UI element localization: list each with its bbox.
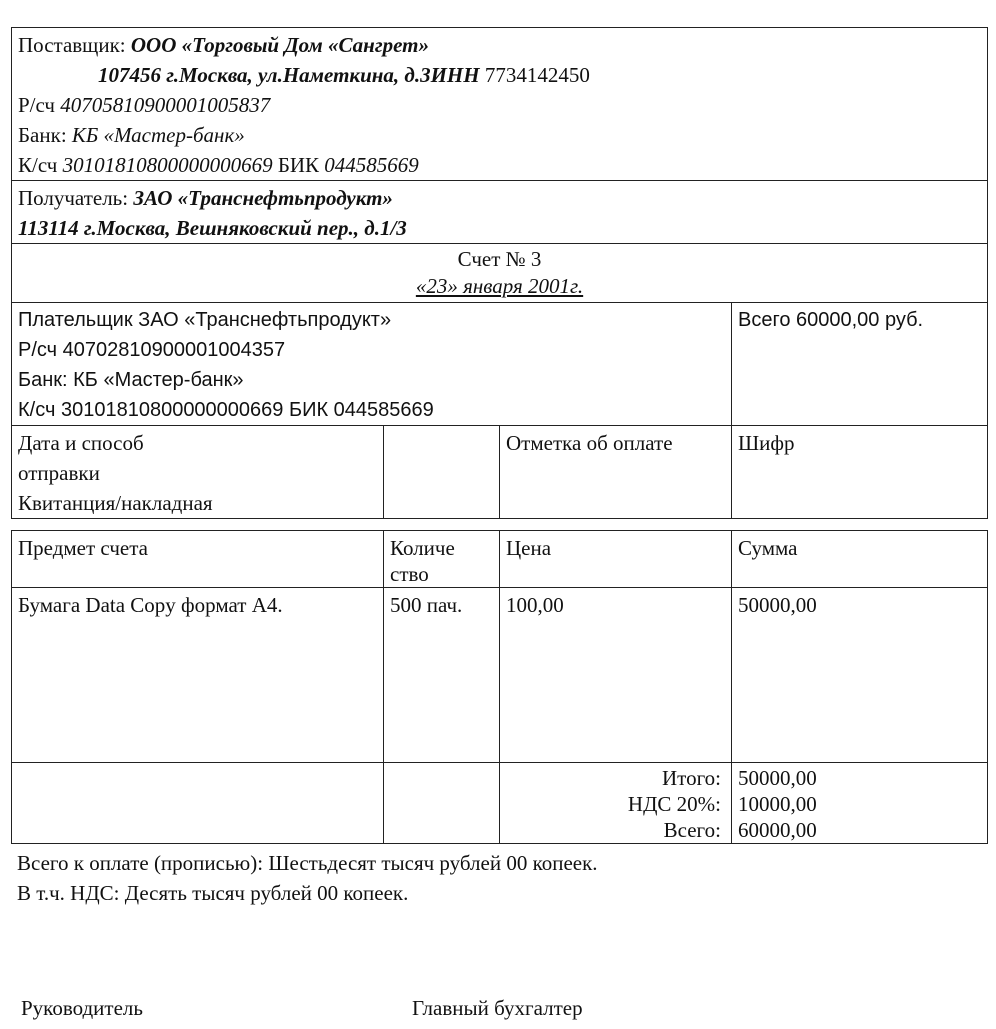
vat-value: 10000,00 [738,792,817,816]
item-price: 100,00 [506,593,564,617]
shipping-empty-cell [384,426,500,519]
supplier-bank: КБ «Мастер-банк» [71,123,245,147]
totals-empty-cell-1 [12,763,384,844]
header-price: Цена [506,536,552,560]
supplier-bik: 044585669 [324,153,419,177]
header-sum-cell [732,531,988,588]
recipient-row [12,181,988,244]
invoice-title: Счет № 3 [457,247,542,271]
invoice-title-cell [12,244,988,303]
subtotal-label: Итого: [662,766,721,790]
totals-labels-cell [500,763,732,844]
supplier-inn-label: ИНН [430,63,480,87]
supplier-inn: 7734142450 [484,63,590,87]
shipping-row [12,426,988,519]
supplier-bik-label: БИК [277,153,320,177]
supplier-name: ООО «Торговый Дом «Сангрет» [130,33,429,57]
shipping-cell [12,426,384,519]
accountant-signature-label: Главный бухгалтер [412,996,583,1020]
payer-line-2: Р/сч 40702810900001004357 [18,339,286,361]
item-subject: Бумага Data Copy формат А4. [18,593,283,617]
supplier-address: 107456 г.Москва, ул.Наметкина, д.3 [98,63,431,87]
item-subject-cell [12,588,384,763]
recipient-name: ЗАО «Транснефтьпродукт» [133,186,393,210]
recipient-label: Получатель: [18,186,129,210]
total-value: 60000,00 [738,818,817,842]
supplier-cell [12,28,988,181]
amount-in-words: Всего к оплате (прописью): Шестьдесят тысяч рублей 00 копеек. [17,851,598,875]
totals-empty-cell-2 [384,763,500,844]
header-subject-cell [12,531,384,588]
payer-line-4: К/сч 30101810800000000669 БИК 044585669 [18,399,434,421]
item-qty-cell [384,588,500,763]
invoice-title-row [12,244,988,303]
supplier-row [12,28,988,181]
recipient-cell [12,181,988,244]
item-qty: 500 пач. [390,593,463,617]
vat-in-words: В т.ч. НДС: Десять тысяч рублей 00 копеек. [17,881,409,905]
table-row [12,588,988,763]
header-sum: Сумма [738,536,798,560]
payer-line-1: Плательщик ЗАО «Транснефтьпродукт» [18,309,392,331]
shipping-line-2: отправки [18,461,100,485]
payer-line-3: Банк: КБ «Мастер-банк» [18,369,244,391]
item-sum-cell [732,588,988,763]
recipient-address: 113114 г.Москва, Вешняковский пер., д.1/3 [18,216,407,240]
header-price-cell [500,531,732,588]
item-price-cell [500,588,732,763]
header-qty-cell [384,531,500,588]
vat-label: НДС 20%: [627,792,721,816]
total-label: Всего: [663,818,721,842]
director-signature-label: Руководитель [21,996,143,1020]
header-subject: Предмет счета [18,536,148,560]
supplier-label: Поставщик: [18,33,126,57]
supplier-bank-label: Банк: [18,123,67,147]
supplier-corr-label: К/сч [18,153,58,177]
shipping-line-1: Дата и способ [18,431,144,455]
cipher-cell [732,426,988,519]
payer-cell [12,303,732,426]
subtotal-value: 50000,00 [738,766,817,790]
supplier-account: 40705810900001005837 [60,93,271,117]
payment-mark-cell [500,426,732,519]
shipping-line-3: Квитанция/накладная [18,491,213,515]
payer-total-cell [732,303,988,426]
items-header-row [12,531,988,588]
totals-values-cell [732,763,988,844]
payer-row [12,303,988,426]
item-sum: 50000,00 [738,593,817,617]
totals-row [12,763,988,844]
payer-total: Всего 60000,00 руб. [738,309,924,331]
invoice-header-table [11,27,988,519]
invoice-date: «23» января 2001г. [415,274,584,298]
supplier-account-label: Р/сч [18,93,55,117]
supplier-corr-account: 30101810800000000669 [62,153,273,177]
payment-mark-label: Отметка об оплате [506,431,673,455]
header-qty-line-1: Количе [390,536,455,560]
header-qty-line-2: ство [390,562,429,586]
items-table [11,530,988,844]
cipher-label: Шифр [738,431,795,455]
